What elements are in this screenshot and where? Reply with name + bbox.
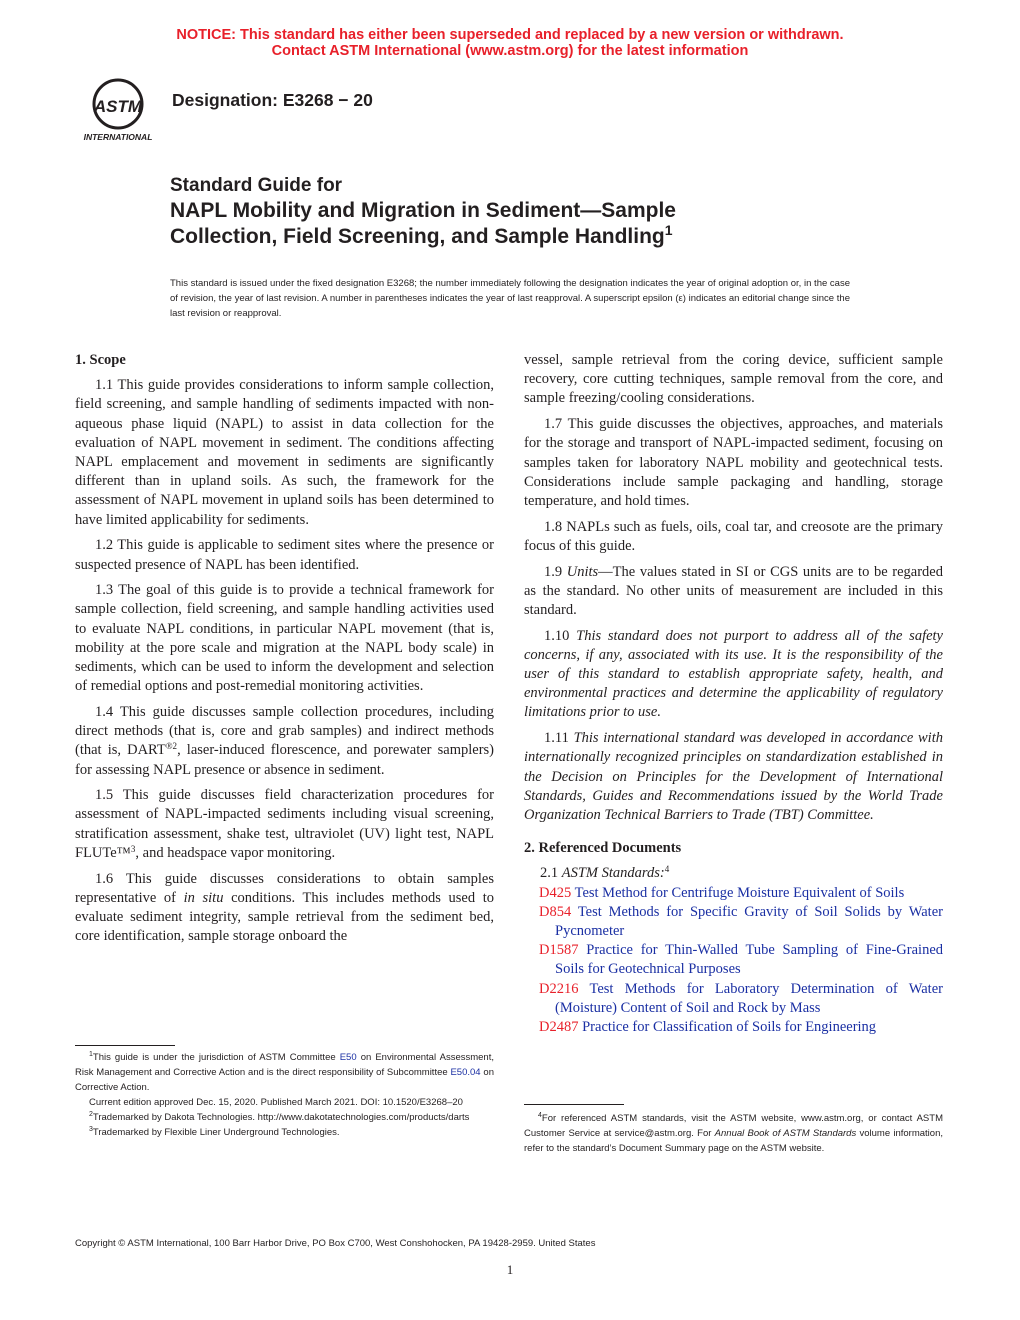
subcommittee-link[interactable]: E50.04 [450,1067,481,1078]
notice-line-1: NOTICE: This standard has either been superseded and replaced by a new version or withdrawn. [176,27,844,43]
footnote-1-edition: Current edition approved Dec. 15, 2020. Published March 2021. DOI: 10.1520/E3268–20 [89,1097,463,1108]
para-1-10: 1.10 This standard does not purport to address all of the safety concerns, if any, associated with its use. It is the responsibility of the user of this standard to establish appropriate safety, health, and environmental practices and determine the applicability of regulatory limitations prior to use. [524,627,943,721]
logo-subtext: INTERNATIONAL [83,132,153,142]
footnote-rule-left [75,1045,175,1046]
title-line-1: Standard Guide for [170,175,343,196]
reference-item[interactable] [524,884,943,903]
footnote-4: $^4$For referenced ASTM standards, visit the ASTM website, www.astm.org, or contact ASTM Customer Service at service@astm.org. For Annual Book of ASTM Standards volume information, refer to the standard’s Document Summary page on the ASTM website. [524,1112,943,1154]
para-1-1: 1.1 This guide provides considerations to inform sample collection, field screening, and sample handling of sediments impacted with non-aqueous phase liquid (NAPL) to assist in data collection for the evaluation of NAPL movement in sediment. The conditions affecting NAPL emplacement and movement in sediments are significantly different than in upland soils. As such, the framework for the assessment of NAPL movement in upland soils has been determined to have limited applicability for sediments. [75,377,494,528]
para-1-3: 1.3 The goal of this guide is to provide a technical framework for sample collection, field screening, and sample handling activities used to evaluate NAPL conditions, in particular NAPL movement (that is, mobility at the pore scale and migration at the NAPL body scale) in sediments, which can be used to inform the development and selection of remedial options and post-remedial monitoring activities. [75,582,494,695]
para-1-4: 1.4 This guide discusses sample collection procedures, including direct methods (that is, core and grab samples) and indirect methods (that is, $DART^{®2}$, laser-induced florescence, and porewater samplers) for assessing NAPL presence or absence in sediment. [75,703,495,778]
reference-code: D2487 [539,1019,579,1035]
supersession-notice [0,27,1020,59]
footnotes-right [524,1111,943,1156]
reference-title: Test Methods for Laboratory Determination of Water (Moisture) Content of Soil and Rock by Mass [555,980,943,1016]
footnote-3: $^3$Trademarked by Flexible Liner Underground Technologies. [89,1126,340,1138]
astm-standards-subheading: 2.1 ASTM Standards:$^4$ [540,864,670,882]
para-1-2: 1.2 This guide is applicable to sediment sites where the presence or suspected presence of NAPL has been identified. [75,537,494,573]
para-1-6-continued: vessel, sample retrieval from the coring device, sufficient sample recovery, core cutting techniques, sample removal from the core, and sample freezing/cooling considerations. [524,352,943,407]
committee-link[interactable]: E50 [339,1052,357,1063]
reference-code: D2216 [539,980,579,997]
logo-text: ASTM [93,97,143,116]
astm-logo [74,74,162,144]
para-1-5: 1.5 This guide discusses field characterization procedures for assessment of NAPL-impacted sediments including visual screening, stratification assessment, shake test, ultraviolet (UV) light test, NAPL FLUTe™$^3$, and headspace vapor monitoring. [75,787,494,861]
reference-title: Test Method for Centrifuge Moisture Equivalent of Soils [574,884,905,901]
reference-title: Practice for Thin-Walled Tube Sampling of Fine-Grained Soils for Geotechnical Purposes [555,942,944,978]
right-column [524,351,943,1037]
para-1-6: 1.6 This guide discusses considerations to obtain samples representative of in situ conditions. This includes methods used to evaluate sediment integrity, sample retrieval from the sediment bed, core identification, sample storage onboard the [75,870,494,945]
para-1-7: 1.7 This guide discusses the objectives, approaches, and materials for the storage and transport of NAPL-impacted sediment, focusing on samples taken for laboratory NAPL mobility and geotechnical tests. Considerations include sample packaging and handling, storage temperature, and hold times. [524,416,943,509]
reference-item[interactable] [524,941,943,979]
para-1-11: 1.11 This international standard was developed in accordance with internationally recognized principles on standardization established in the Decision on Principles for the Development of International Standards, Guides and Recommendations issued by the World Trade Organization Technical Barriers to Trade (TBT) Committee. [524,730,943,823]
reference-title: Test Methods for Specific Gravity of Soil Solids by Water Pycnometer [555,903,943,939]
reference-list [524,884,943,1038]
copyright-line: Copyright © ASTM International, 100 Barr Harbor Drive, PO Box C700, West Conshohocken, PA 19428-2959. United States [75,1238,596,1249]
footnote-1: $^1$This guide is under the jurisdiction of ASTM Committee E50 on Environmental Assessment, Risk Management and Corrective Action and is the direct responsibility of Subcommittee E50.04 on Corrective Action. [75,1051,494,1093]
reference-item[interactable] [524,1018,943,1037]
reference-code: D425 [539,884,572,901]
reference-item[interactable] [524,980,943,1018]
designation: Designation: E3268 − 20 [172,90,373,110]
para-1-8: 1.8 NAPLs such as fuels, oils, coal tar, and creosote are the primary focus of this guide. [524,518,943,554]
footnote-2: $^2$Trademarked by Dakota Technologies. http://www.dakotatechnologies.com/products/darts [89,1111,470,1123]
referenced-documents-heading: 2. Referenced Documents [524,840,682,857]
issuance-note: This standard is issued under the fixed designation E3268; the number immediately following the designation indicates the year of original adoption or, in the case of revision, the year of last revision. A number in parentheses indicates the year of last reapproval. A superscript epsilon (ε) indicates an editorial change since the last revision or reapproval. [170,278,850,319]
title-line-2: NAPL Mobility and Migration in Sediment—Sample [170,199,676,222]
document-title [170,174,676,250]
scope-heading: 1. Scope [75,352,126,368]
page-number: 1 [506,1262,514,1277]
footnotes-left [75,1050,494,1140]
reference-code: D854 [539,903,572,920]
notice-line-2: Contact ASTM International (www.astm.org) for the latest information [271,43,749,59]
para-1-9: 1.9 Units—The values stated in SI or CGS units are to be regarded as the standard. No other units of measurement are included in this standard. [524,563,943,618]
title-line-3: Collection, Field Screening, and Sample Handling$^1$ [170,222,673,248]
left-column [75,351,494,953]
reference-item[interactable] [524,903,943,941]
reference-code: D1587 [539,942,579,959]
footnote-rule-right [524,1104,624,1105]
reference-title: Practice for Classification of Soils for Engineering [582,1019,877,1035]
title-footnote-mark: 1 [664,222,673,238]
